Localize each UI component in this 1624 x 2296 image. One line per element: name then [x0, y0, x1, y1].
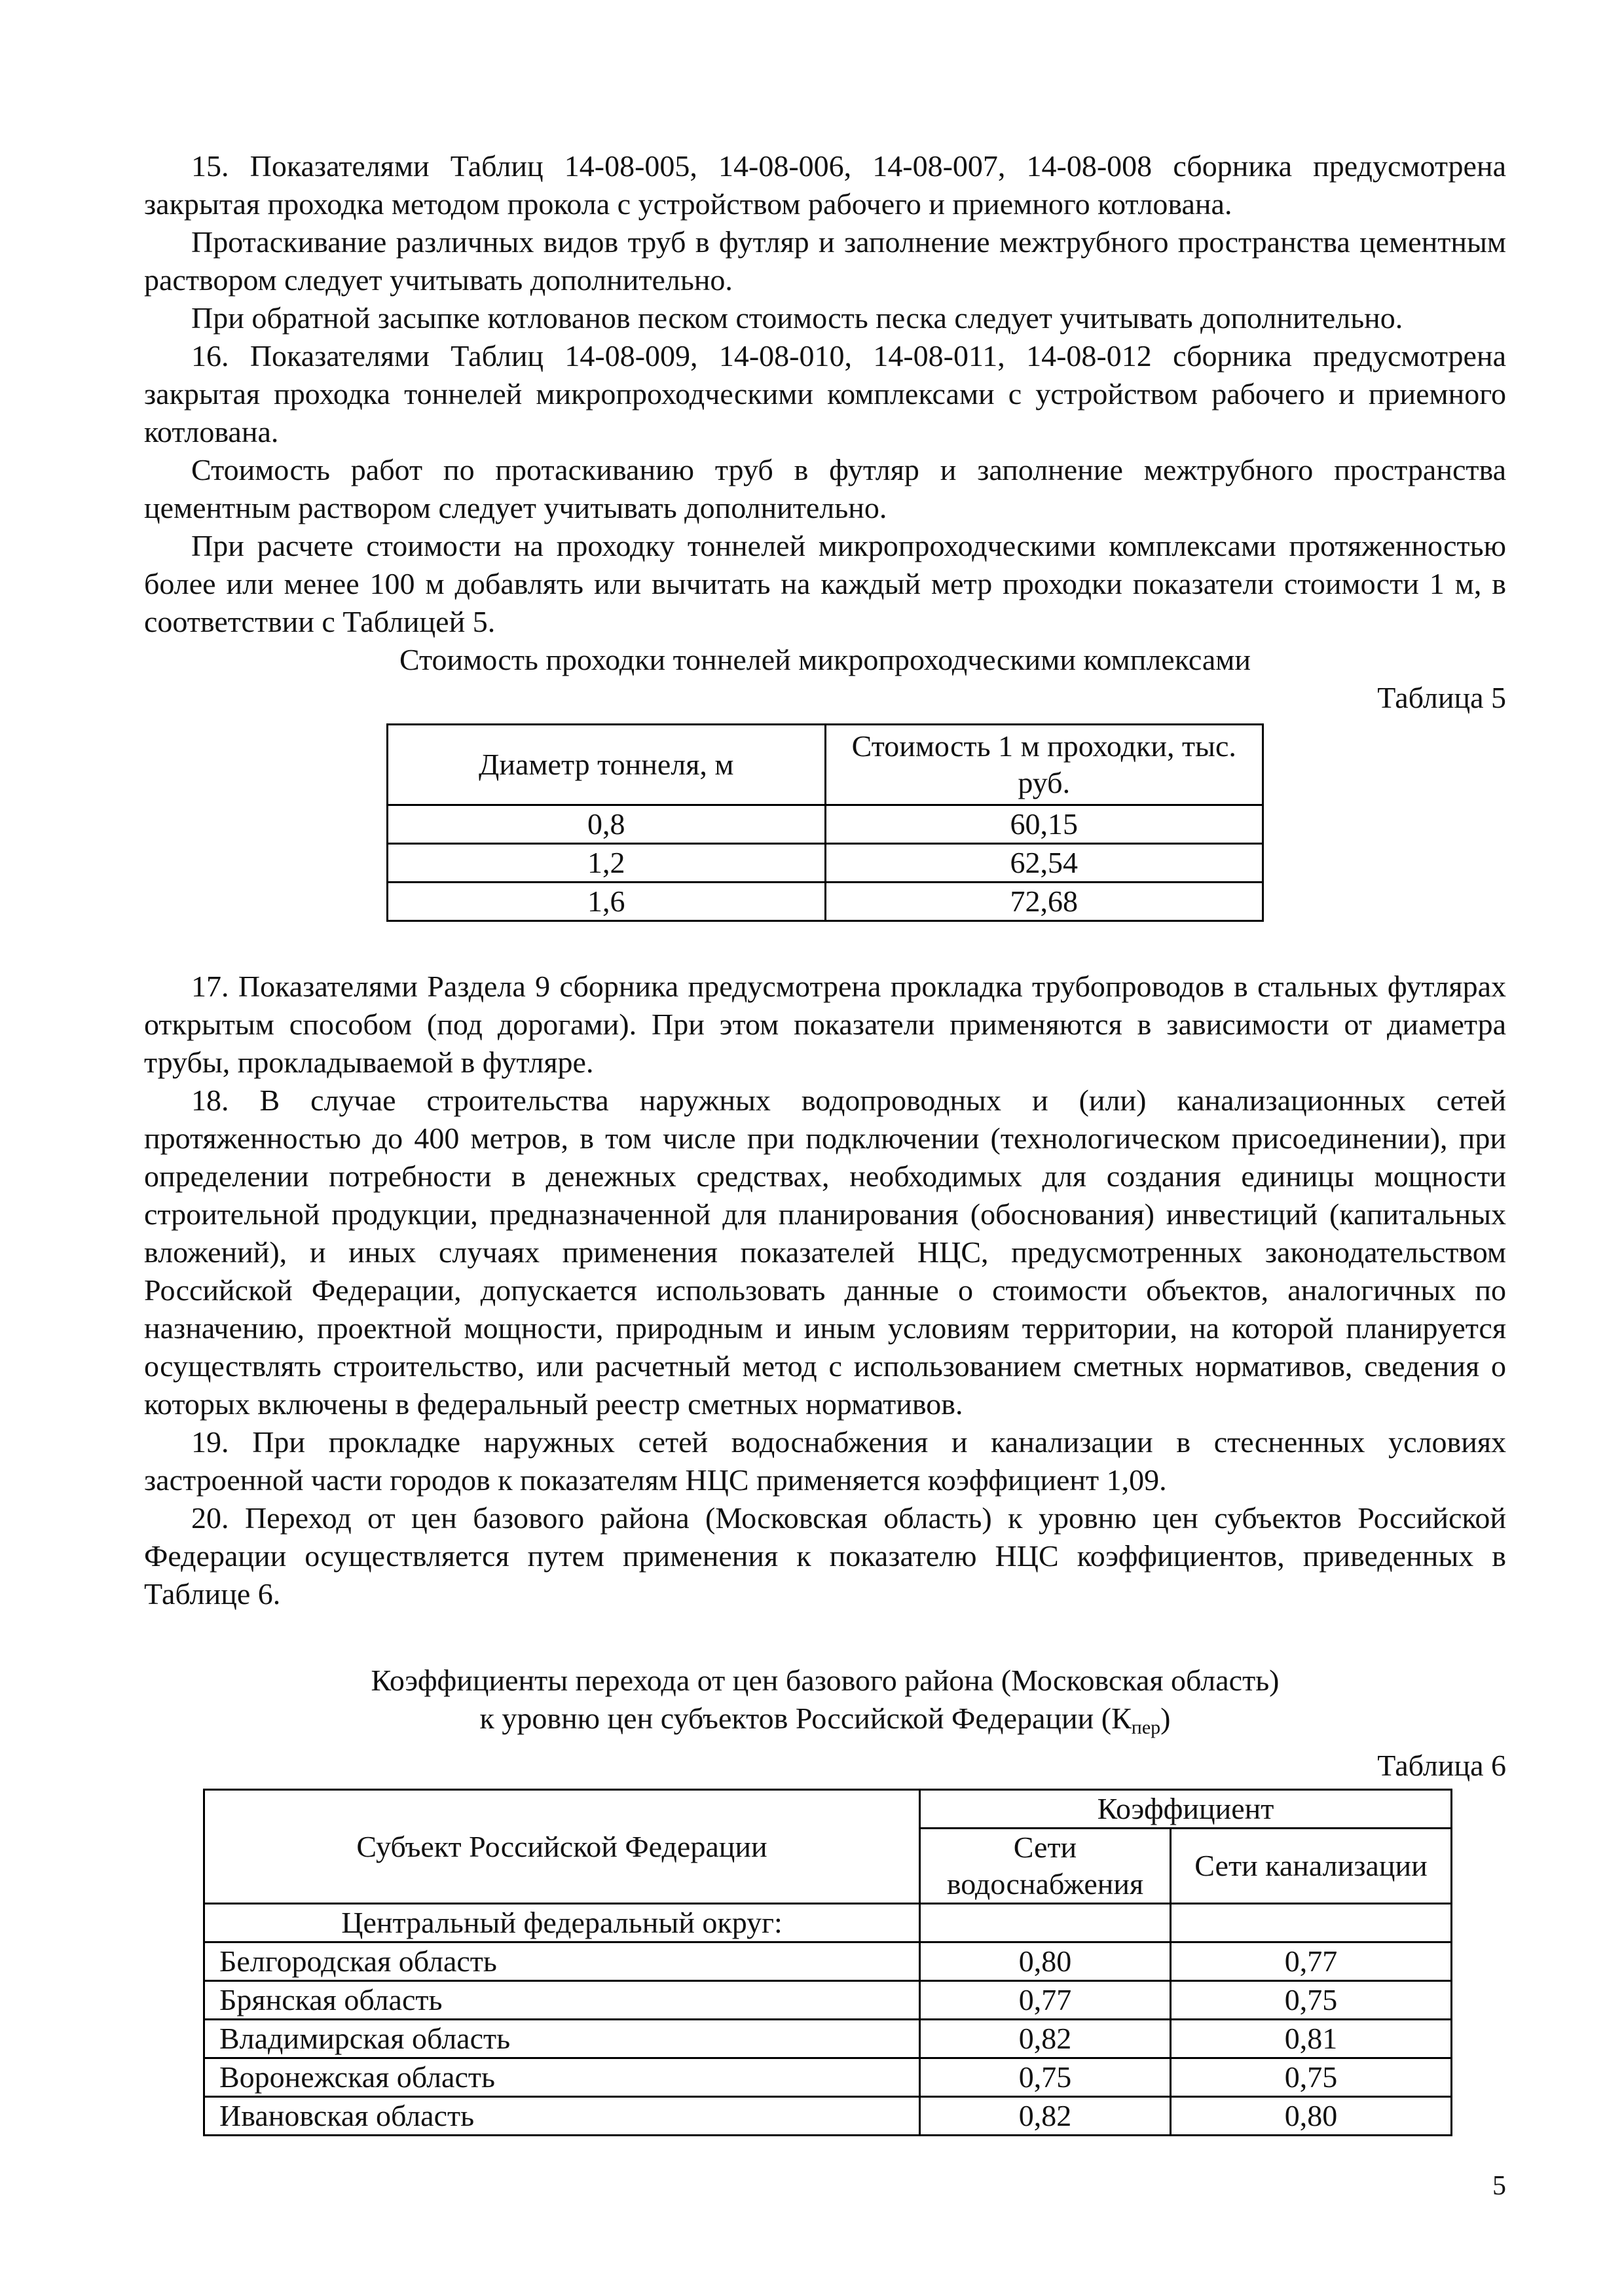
table-cell: 62,54 — [825, 844, 1263, 883]
table-group-row — [204, 1904, 1452, 1942]
table-row — [204, 2097, 1452, 2136]
table-cell: 72,68 — [825, 883, 1263, 921]
table5 — [386, 723, 1264, 922]
table-cell: 0,80 — [1171, 2097, 1452, 2136]
paragraphs-mid — [144, 968, 1506, 1613]
paragraph: Стоимость работ по протаскиванию труб в футляр и заполнение межтрубного пространства цементным раствором следует учитывать дополнительно. — [144, 453, 1506, 524]
table-header-row — [204, 1790, 1452, 1829]
table-cell — [920, 1904, 1171, 1942]
table6-caption-line1: Коэффициенты перехода от цен базового района (Московская область) — [371, 1664, 1280, 1697]
table-row — [388, 844, 1263, 883]
table-cell: Ивановская область — [204, 2097, 920, 2136]
table-row — [204, 1981, 1452, 2020]
paragraph: 16. Показателями Таблиц 14-08-009, 14-08-010, 14-08-011, 14-08-012 сборника предусмотрена закрытая проходка тоннелей микропроходческими комплексами с устройством рабочего и приемного котлована. — [144, 339, 1506, 448]
table-cell: 0,82 — [920, 2020, 1171, 2058]
table6-caption-line2 — [144, 1700, 1506, 1747]
table-cell: Воронежская область — [204, 2058, 920, 2097]
table6-header-subject: Субъект Российской Федерации — [204, 1790, 920, 1904]
table-row — [204, 1942, 1452, 1981]
paragraphs-top — [144, 147, 1506, 641]
table-cell: Брянская область — [204, 1981, 920, 2020]
table-cell: 0,75 — [1171, 1981, 1452, 2020]
table5-caption: Стоимость проходки тоннелей микропроходческими комплексами — [399, 643, 1251, 676]
table-cell: 1,2 — [388, 844, 826, 883]
table-cell: 0,82 — [920, 2097, 1171, 2136]
table6 — [203, 1789, 1452, 2136]
table-cell — [1171, 1904, 1452, 1942]
table-cell: 0,80 — [920, 1942, 1171, 1981]
table-header-row — [388, 725, 1263, 805]
table-row — [388, 805, 1263, 844]
table6-label: Таблица 6 — [1377, 1749, 1506, 1782]
table6-caption-text: к уровню цен субъектов Российской Федерации (К — [479, 1702, 1132, 1735]
table-cell: Владимирская область — [204, 2020, 920, 2058]
page-number: 5 — [1492, 2171, 1506, 2201]
table-cell: 1,6 — [388, 883, 826, 921]
table6-header-coefficient: Коэффициент — [920, 1790, 1452, 1829]
table-cell: 0,75 — [920, 2058, 1171, 2097]
table-cell: 0,77 — [1171, 1942, 1452, 1981]
table6-caption-subscript: пер — [1131, 1717, 1161, 1738]
table-row — [204, 2058, 1452, 2097]
table-cell: Белгородская область — [204, 1942, 920, 1981]
table6-header-sewer: Сети канализации — [1171, 1829, 1452, 1904]
table-cell: 60,15 — [825, 805, 1263, 844]
table6-caption-close: ) — [1160, 1702, 1171, 1735]
paragraph: 17. Показателями Раздела 9 сборника предусмотрена прокладка трубопроводов в стальных футлярах открытым способом (под дорогами). При этом показатели применяются в зависимости от диаметра трубы, прокладываемой в футляре. — [144, 970, 1506, 1079]
paragraph: 19. При прокладке наружных сетей водоснабжения и канализации в стесненных условиях застроенной части городов к показателям НЦС применяется коэффициент 1,09. — [144, 1425, 1506, 1497]
paragraph: Протаскивание различных видов труб в футляр и заполнение межтрубного пространства цементным раствором следует учитывать дополнительно. — [144, 225, 1506, 297]
table5-header-cost: Стоимость 1 м проходки, тыс. руб. — [825, 725, 1263, 805]
paragraph: При обратной засыпке котлованов песком стоимость песка следует учитывать дополнительно. — [191, 301, 1403, 335]
table-cell: 0,77 — [920, 1981, 1171, 2020]
paragraph: 20. Переход от цен базового района (Московская область) к уровню цен субъектов Российской Федерации осуществляется путем применения к показателю НЦС коэффициентов, приведенных в Таблице 6. — [144, 1501, 1506, 1611]
table-cell: 0,75 — [1171, 2058, 1452, 2097]
table-cell: 0,8 — [388, 805, 826, 844]
table-row — [388, 883, 1263, 921]
table6-header-water: Сети водоснабжения — [920, 1829, 1171, 1904]
table-cell: 0,81 — [1171, 2020, 1452, 2058]
paragraph: При расчете стоимости на проходку тоннелей микропроходческими комплексами протяженностью более или менее 100 м добавлять или вычитать на каждый метр проходки показатели стоимости 1 м, в соответствии с Таблицей 5. — [144, 529, 1506, 638]
paragraph: 18. В случае строительства наружных водопроводных и (или) канализационных сетей протяженностью до 400 метров, в том числе при подключении (технологическом присоединении), при определении потребности в денежных средствах, необходимых для создания единицы мощности строительной продукции, предназначенной для планирования (обоснования) инвестиций (капитальных вложений), и иных случаях применения показателей НЦС, предусмотренных законодательством Российской Федерации, допускается использовать данные о стоимости объектов, аналогичных по назначению, проектной мощности, природным и иным условиям территории, на которой планируется осуществлять строительство, или расчетный метод с использованием сметных нормативов, сведения о которых включены в федеральный реестр сметных нормативов. — [144, 1084, 1506, 1421]
table6-group-label: Центральный федеральный округ: — [204, 1904, 920, 1942]
table-row — [204, 2020, 1452, 2058]
document-body — [144, 147, 1506, 2136]
table5-header-diameter: Диаметр тоннеля, м — [388, 725, 826, 805]
table5-label: Таблица 5 — [1377, 681, 1506, 714]
paragraph: 15. Показателями Таблиц 14-08-005, 14-08-006, 14-08-007, 14-08-008 сборника предусмотрена закрытая проходка методом прокола с устройством рабочего и приемного котлована. — [144, 149, 1506, 221]
